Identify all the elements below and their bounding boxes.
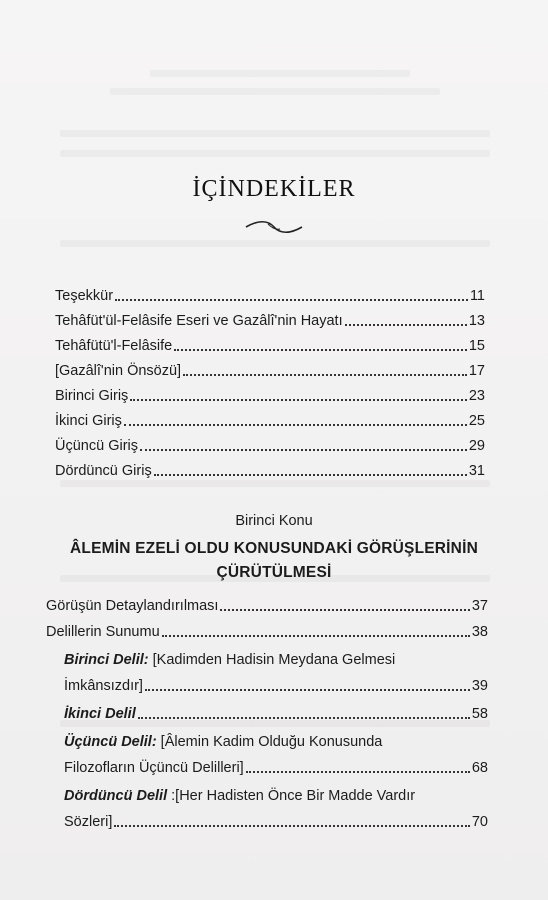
toc-entry-first-line[interactable]	[64, 786, 415, 806]
show-through-text	[60, 130, 490, 137]
toc-entry[interactable]	[46, 596, 488, 616]
dot-leader	[115, 299, 468, 301]
toc-entry[interactable]	[64, 704, 488, 724]
toc-entry-label: Görüşün Detaylandırılması	[46, 598, 219, 614]
toc-entry[interactable]	[55, 286, 485, 306]
show-through-text	[110, 88, 440, 95]
toc-entry-label: Delillerin Sunumu	[46, 624, 160, 640]
toc-entry-label: Teşekkür	[55, 288, 114, 304]
toc-entry-page: 68	[471, 760, 488, 776]
toc-entry-label: [Kadimden Hadisin Meydana Gelmesi	[148, 652, 396, 668]
toc-entry-first-line[interactable]	[64, 732, 382, 752]
dot-leader	[154, 474, 467, 476]
toc-entry[interactable]	[64, 676, 488, 696]
dot-leader	[174, 349, 467, 351]
dot-leader	[246, 771, 470, 773]
toc-entry[interactable]	[55, 461, 485, 481]
toc-entry[interactable]	[55, 411, 485, 431]
show-through-text	[60, 480, 490, 487]
dot-leader	[162, 635, 470, 637]
toc-entry-label: Filozofların Üçüncü Delilleri]	[64, 760, 244, 776]
dot-leader	[140, 449, 467, 451]
toc-entry-page: 25	[468, 413, 485, 429]
toc-entry[interactable]	[55, 386, 485, 406]
toc-entry-label: Üçüncü Giriş	[55, 438, 138, 454]
toc-entry-label: Birinci Giriş	[55, 388, 129, 404]
toc-entry-label: [Gazâlî'nin Önsözü]	[55, 363, 182, 379]
toc-entry[interactable]	[64, 812, 488, 832]
toc-entry-bold-label: Birinci Delil:	[64, 652, 149, 668]
section-label: Birinci Konu	[235, 513, 313, 529]
toc-entry-label: [Âlemin Kadim Olduğu Konusunda	[156, 734, 383, 750]
dot-leader	[124, 424, 467, 426]
toc-entry-label: İkinci Giriş	[55, 413, 122, 429]
toc-entry-page: 15	[468, 338, 485, 354]
toc-entry-label: Tehâfütü'l-Felâsife	[55, 338, 173, 354]
show-through-text	[60, 150, 490, 157]
page-title: İÇİNDEKİLER	[192, 176, 356, 202]
toc-entry-page: 29	[468, 438, 485, 454]
toc-entry[interactable]	[46, 622, 488, 642]
toc-entry-page: 38	[471, 624, 488, 640]
dot-leader	[130, 399, 467, 401]
toc-entry[interactable]	[55, 311, 485, 331]
toc-entry-label: İmkânsızdır]	[64, 678, 143, 694]
toc-entry-page: 17	[468, 363, 485, 379]
toc-entry-page: 13	[468, 313, 485, 329]
dot-leader	[145, 689, 470, 691]
toc-entry[interactable]	[55, 361, 485, 381]
toc-entry[interactable]	[55, 336, 485, 356]
toc-entry-first-line[interactable]	[64, 650, 395, 670]
toc-entry-label: Tehâfüt'ül-Felâsife Eseri ve Gazâlî'nin Hayatı	[55, 313, 343, 329]
section-title: ÂLEMİN EZELİ OLDU KONUSUNDAKİ GÖRÜŞLERİNİN ÇÜRÜTÜLMESİ	[70, 540, 478, 581]
toc-entry-page: 23	[468, 388, 485, 404]
toc-entry[interactable]	[55, 436, 485, 456]
show-through-text	[150, 70, 410, 77]
dot-leader	[114, 825, 470, 827]
dot-leader	[183, 374, 467, 376]
toc-entry-page: 39	[471, 678, 488, 694]
dot-leader	[220, 609, 469, 611]
toc-entry-bold-label: İkinci Delil	[64, 706, 136, 722]
toc-entry-label: Dördüncü Giriş	[55, 463, 152, 479]
show-through-text	[60, 240, 490, 247]
toc-entry-page: 58	[471, 706, 488, 722]
ornament-flourish-icon	[244, 218, 304, 236]
toc-entry-bold-label: Dördüncü Delil	[64, 788, 168, 804]
toc-entry-page: 11	[469, 288, 485, 304]
toc-entry-bold-label: Üçüncü Delil:	[64, 734, 157, 750]
toc-entry-page: 31	[468, 463, 485, 479]
toc-entry-page: 70	[471, 814, 488, 830]
toc-entry-page: 37	[471, 598, 488, 614]
dot-leader	[345, 324, 467, 326]
toc-entry[interactable]	[64, 758, 488, 778]
dot-leader	[138, 717, 470, 719]
toc-entry-label: :[Her Hadisten Önce Bir Madde Vardır	[167, 788, 416, 804]
toc-entry-label: Sözleri]	[64, 814, 113, 830]
